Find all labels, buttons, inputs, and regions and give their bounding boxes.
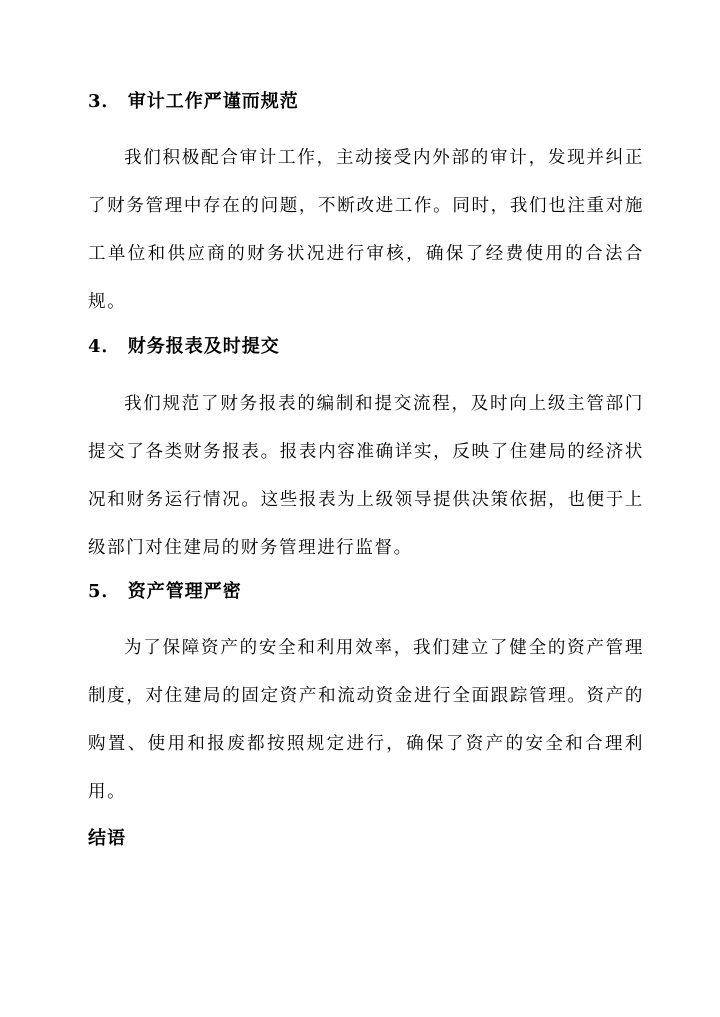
section-paragraph-asset-management: 为了保障资产的安全和利用效率，我们建立了健全的资产管理制度，对住建局的固定资产和流动资金进行全面跟踪管理。资产的购置、使用和报废都按照规定进行，确保了资产的安全和合理利用。 bbox=[88, 638, 644, 802]
section-heading-financial-reports: 4． 财务报表及时提交 bbox=[88, 336, 280, 357]
section-heading-audit: 3． 审计工作严谨而规范 bbox=[88, 91, 299, 112]
section-paragraph-financial-reports: 我们规范了财务报表的编制和提交流程，及时向上级主管部门提交了各类财务报表。报表内容准确详实，反映了住建局的经济状况和财务运行情况。这些报表为上级领导提供决策依据，也便于上级部门对住建局的财务管理进行监督。 bbox=[88, 394, 644, 558]
section-paragraph-audit: 我们积极配合审计工作，主动接受内外部的审计，发现并纠正了财务管理中存在的问题，不断改进工作。同时，我们也注重对施工单位和供应商的财务状况进行审核，确保了经费使用的合法合规。 bbox=[88, 148, 644, 312]
closing-heading: 结语 bbox=[88, 828, 126, 849]
section-heading-asset-management: 5． 资产管理严密 bbox=[88, 581, 242, 602]
